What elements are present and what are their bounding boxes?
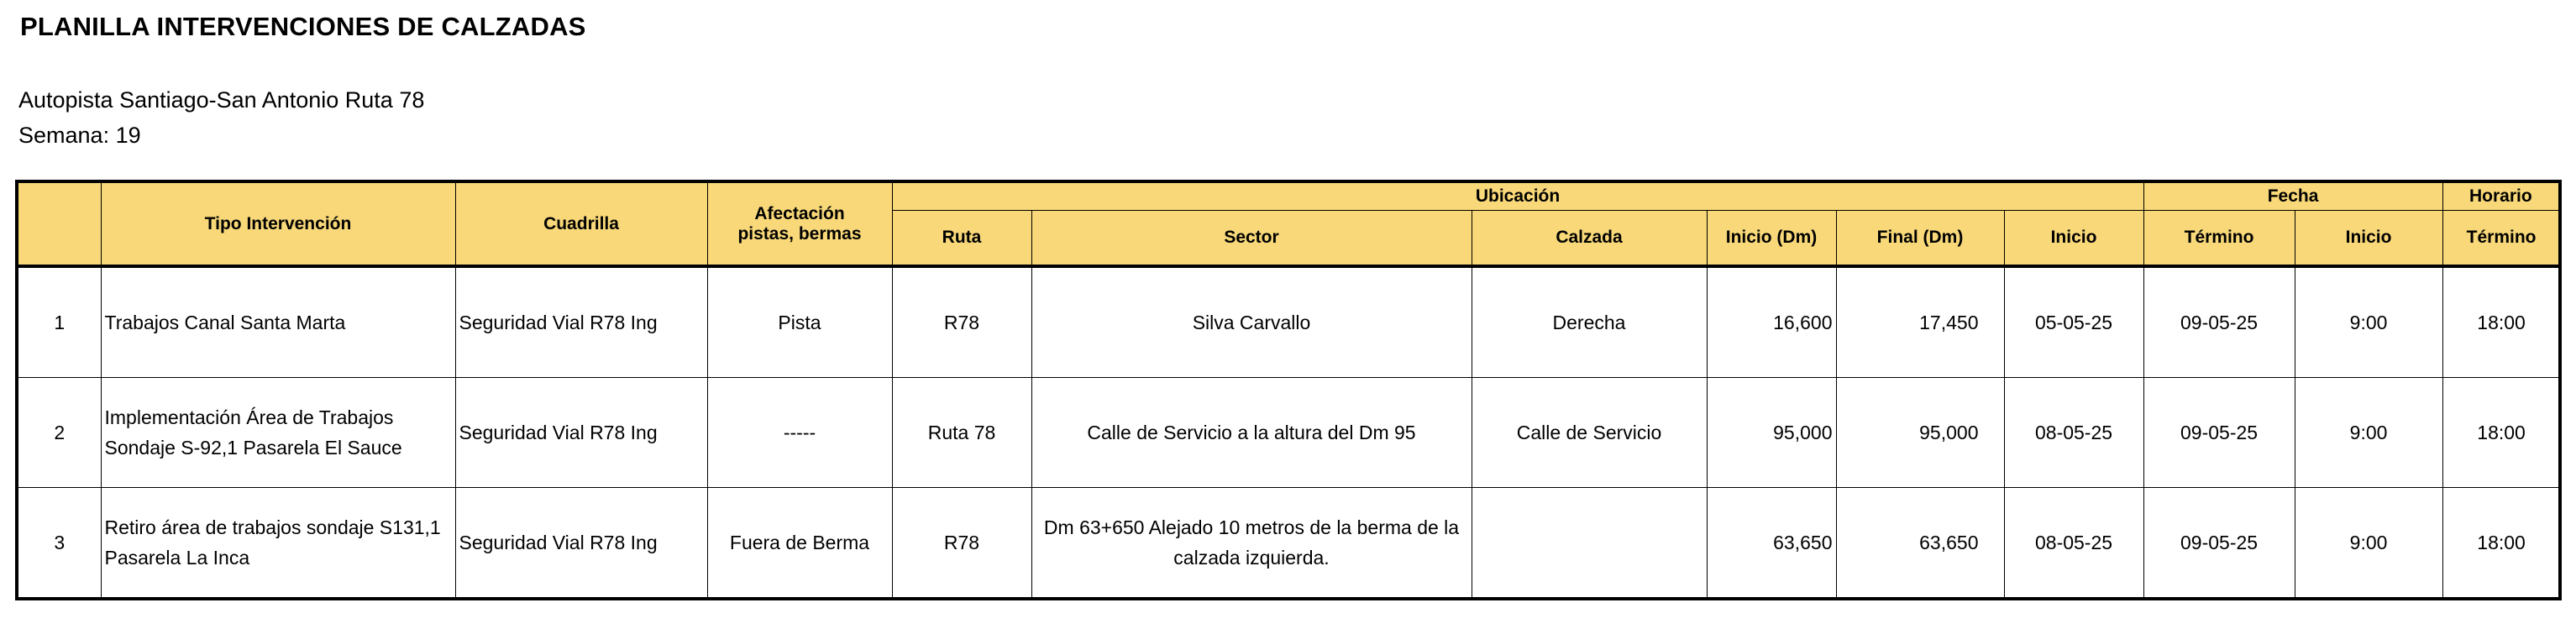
hora-termino: 18:00 xyxy=(2442,378,2560,488)
page-title: PLANILLA INTERVENCIONES DE CALZADAS xyxy=(20,12,586,41)
col-header-afectacion xyxy=(707,181,892,266)
sector xyxy=(1031,266,1472,378)
final-dm: 17,450 xyxy=(1836,266,2004,378)
hora-termino: 18:00 xyxy=(2442,266,2560,378)
tipo-line: Sondaje S-92,1 Pasarela El Sauce xyxy=(104,437,402,459)
inicio-dm: 16,600 xyxy=(1707,266,1836,378)
cuadrilla: Seguridad Vial R78 Ing xyxy=(455,266,707,378)
table-row xyxy=(17,488,2560,600)
inicio-dm: 63,650 xyxy=(1707,488,1836,600)
col-header-horario-termino: Término xyxy=(2442,211,2560,267)
col-header-inicio-dm: Inicio (Dm) xyxy=(1707,211,1836,267)
calzada: Calle de Servicio xyxy=(1472,378,1707,488)
week-label: Semana: 19 xyxy=(18,123,141,148)
interventions-table xyxy=(15,180,2562,600)
final-dm: 63,650 xyxy=(1836,488,2004,600)
highway-name: Autopista Santiago-San Antonio Ruta 78 xyxy=(18,87,425,113)
col-header-ruta: Ruta xyxy=(892,211,1031,267)
tipo-intervencion xyxy=(101,266,455,378)
fecha-termino: 09-05-25 xyxy=(2143,488,2295,600)
col-header-fecha-termino: Término xyxy=(2143,211,2295,267)
hora-inicio: 9:00 xyxy=(2295,266,2442,378)
final-dm: 95,000 xyxy=(1836,378,2004,488)
tipo-line: Implementación Área de Trabajos xyxy=(104,406,394,428)
cuadrilla: Seguridad Vial R78 Ing xyxy=(455,488,707,600)
col-header-afectacion-line1: Afectación xyxy=(754,203,845,223)
ruta: R78 xyxy=(892,488,1031,600)
fecha-inicio: 08-05-25 xyxy=(2004,488,2143,600)
group-header-ubicacion: Ubicación xyxy=(892,181,2143,211)
col-header-tipo: Tipo Intervención xyxy=(101,181,455,266)
table-row xyxy=(17,378,2560,488)
inicio-dm: 95,000 xyxy=(1707,378,1836,488)
calzada xyxy=(1472,488,1707,600)
calzada: Derecha xyxy=(1472,266,1707,378)
tipo-line: Pasarela La Inca xyxy=(104,547,250,569)
tipo-intervencion xyxy=(101,488,455,600)
col-header-horario-inicio: Inicio xyxy=(2295,211,2442,267)
fecha-termino: 09-05-25 xyxy=(2143,266,2295,378)
row-number: 1 xyxy=(17,266,101,378)
hora-termino: 18:00 xyxy=(2442,488,2560,600)
fecha-inicio: 08-05-25 xyxy=(2004,378,2143,488)
group-header-fecha: Fecha xyxy=(2143,181,2442,211)
row-number: 3 xyxy=(17,488,101,600)
group-header-horario: Horario xyxy=(2442,181,2560,211)
col-header-final-dm: Final (Dm) xyxy=(1836,211,2004,267)
fecha-termino: 09-05-25 xyxy=(2143,378,2295,488)
sector-line: Dm 63+650 Alejado 10 metros de la berma de la xyxy=(1043,516,1460,538)
sector-line: calzada izquierda. xyxy=(1173,547,1330,569)
col-header-afectacion-line2: pistas, bermas xyxy=(737,223,862,244)
afectacion: Fuera de Berma xyxy=(707,488,892,600)
afectacion: ----- xyxy=(707,378,892,488)
sector xyxy=(1031,378,1472,488)
sector-line: Calle de Servicio a la altura del Dm 95 xyxy=(1087,422,1416,443)
row-number: 2 xyxy=(17,378,101,488)
col-header-fecha-inicio: Inicio xyxy=(2004,211,2143,267)
hora-inicio: 9:00 xyxy=(2295,378,2442,488)
sector-line: Silva Carvallo xyxy=(1192,312,1311,333)
ruta: R78 xyxy=(892,266,1031,378)
col-header-cuadrilla: Cuadrilla xyxy=(455,181,707,266)
col-header-calzada: Calzada xyxy=(1472,211,1707,267)
col-header-sector: Sector xyxy=(1031,211,1472,267)
sector xyxy=(1031,488,1472,600)
table-row xyxy=(17,266,2560,378)
afectacion: Pista xyxy=(707,266,892,378)
tipo-intervencion xyxy=(101,378,455,488)
hora-inicio: 9:00 xyxy=(2295,488,2442,600)
col-header-number xyxy=(17,181,101,266)
cuadrilla: Seguridad Vial R78 Ing xyxy=(455,378,707,488)
tipo-line: Trabajos Canal Santa Marta xyxy=(104,312,346,333)
tipo-line: Retiro área de trabajos sondaje S131,1 xyxy=(104,516,441,538)
fecha-inicio: 05-05-25 xyxy=(2004,266,2143,378)
ruta: Ruta 78 xyxy=(892,378,1031,488)
